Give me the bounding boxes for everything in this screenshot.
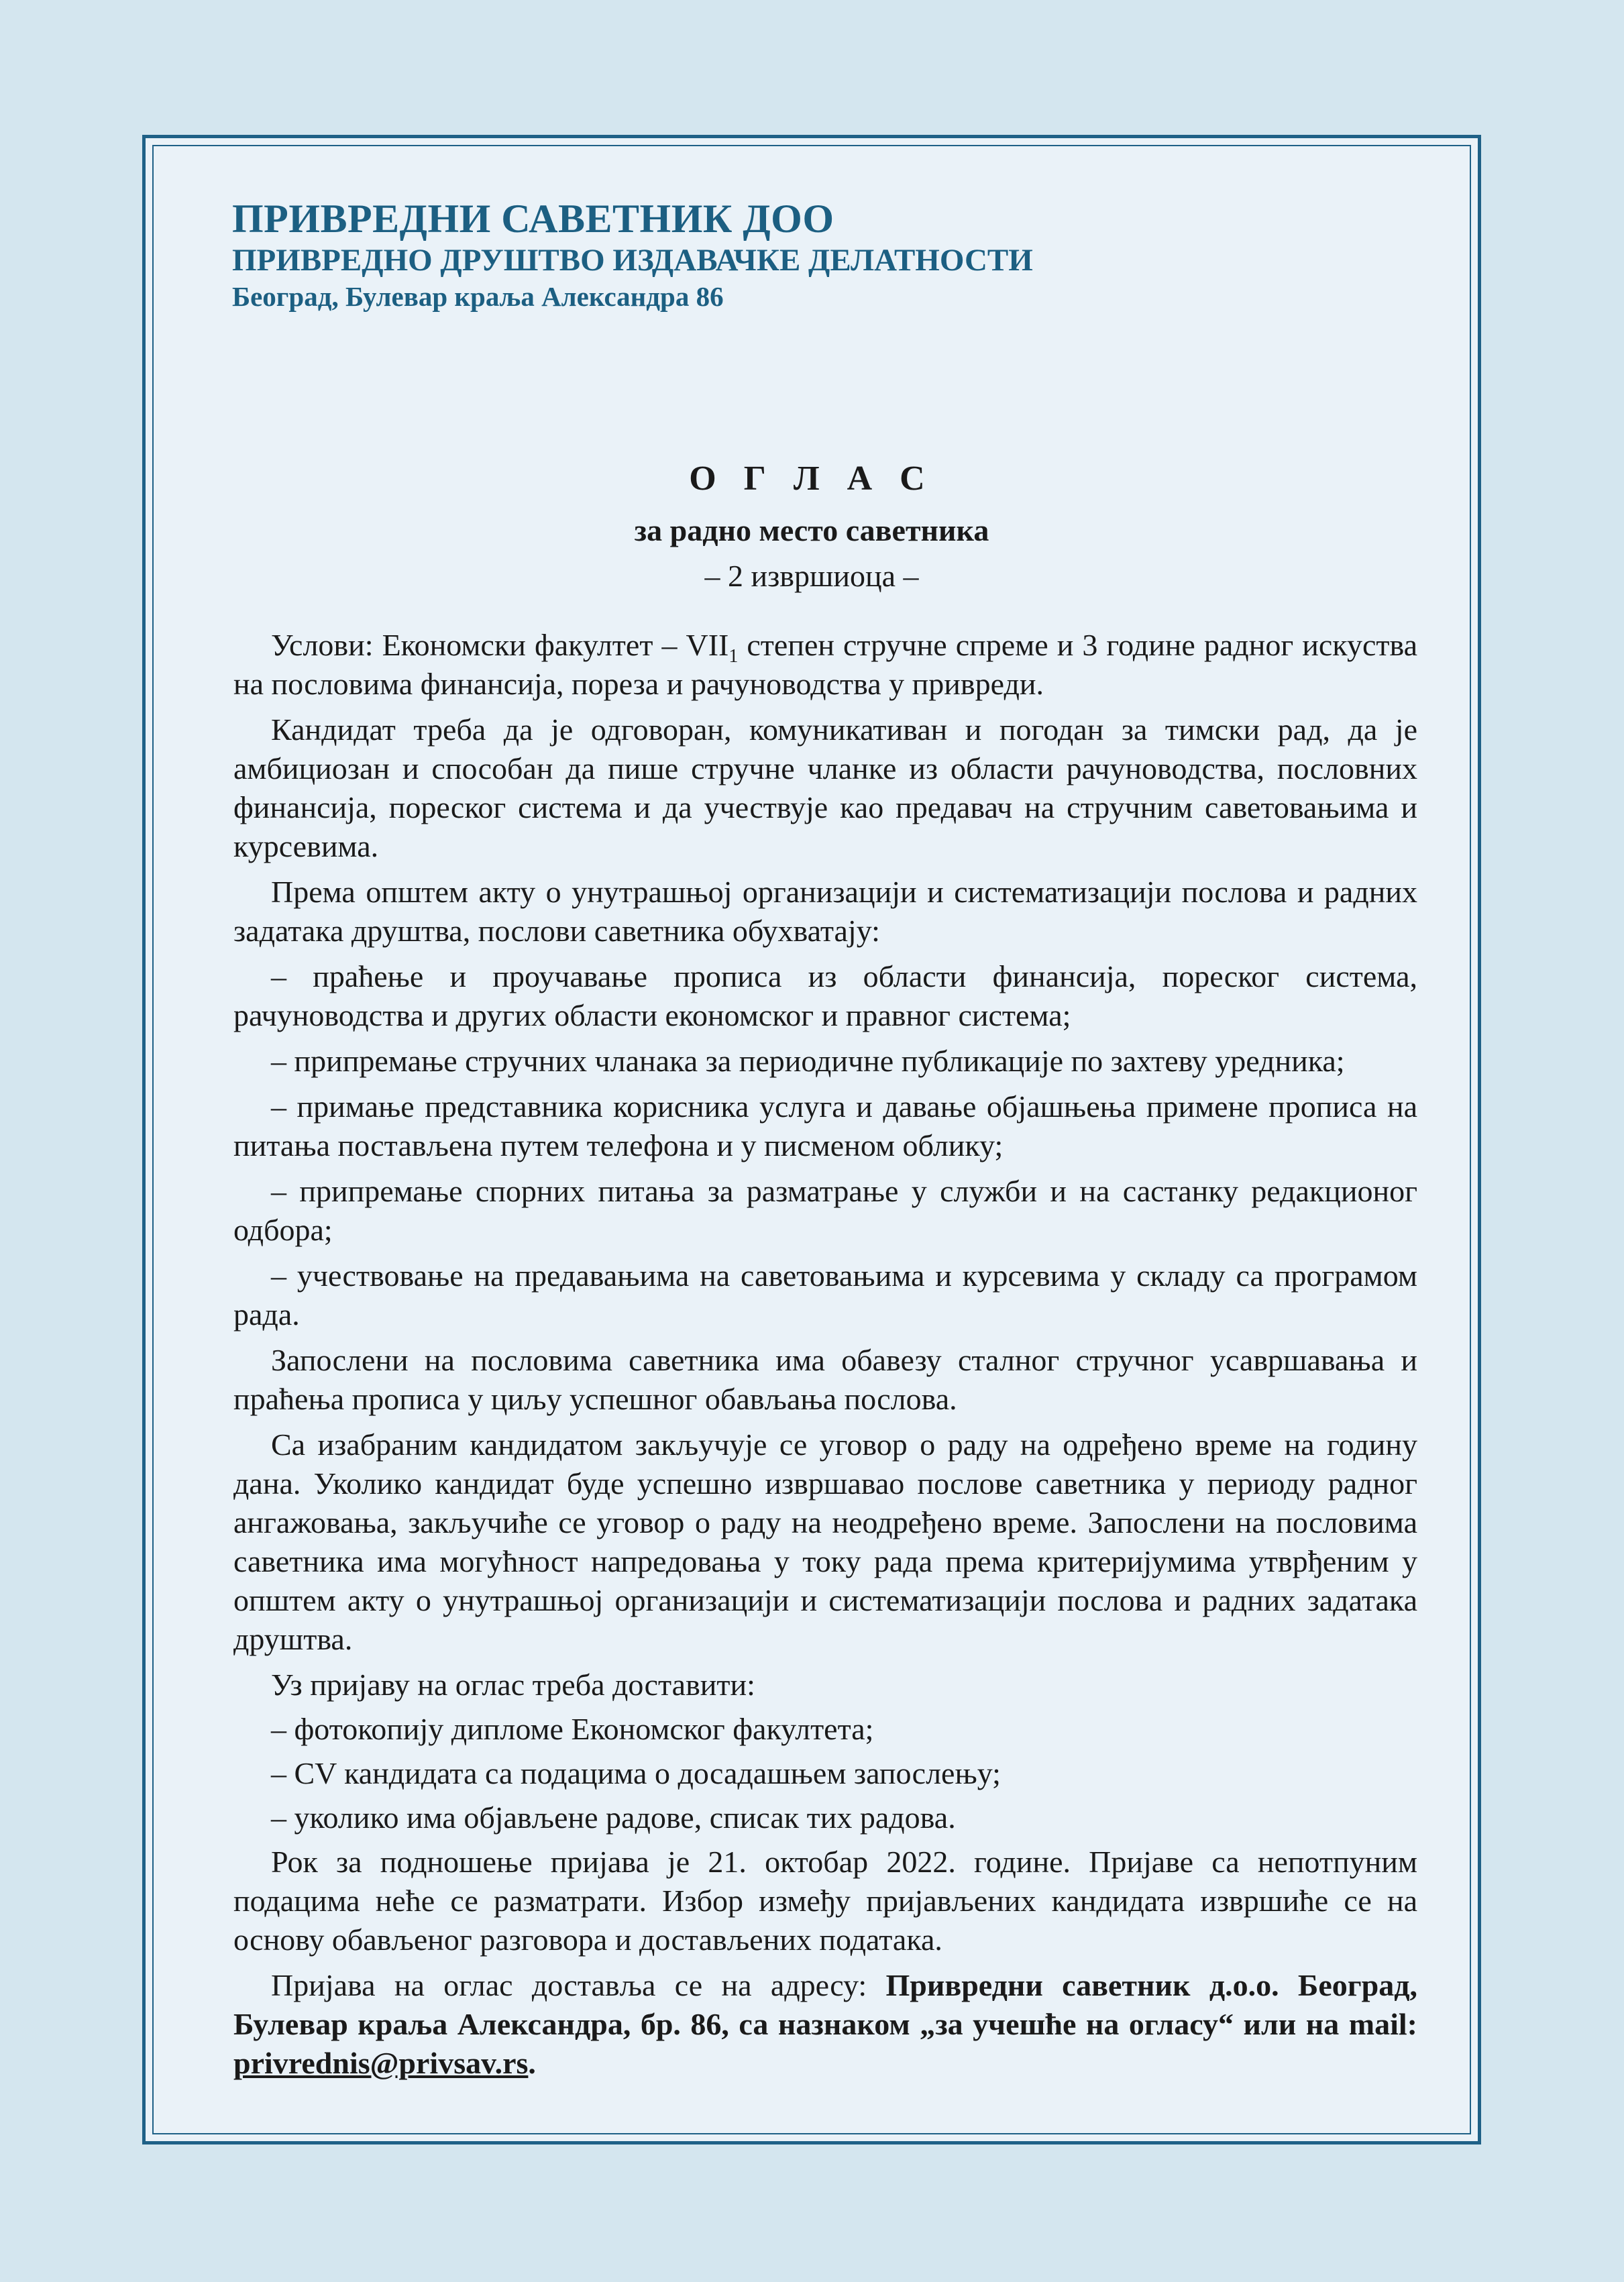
ad-count: – 2 извршиоца – <box>704 559 919 593</box>
duty-item: – припремање спорних питања за разматрање у служби и на састанку редакционог одбора; <box>233 1174 1417 1247</box>
submission-paragraph: Пријава на оглас доставља се на адресу: Привредни саветник д.о.о. Београд, Булевар краља Александра, бр. 86, са назнаком „за учешће на огласу“ или на mail: privrednis@privsav.rs. <box>233 1968 1417 2080</box>
ad-position: за радно место саветника <box>634 513 989 547</box>
email-link[interactable]: privrednis@privsav.rs <box>233 2046 529 2080</box>
company-subtitle: ПРИВРЕДНО ДРУШТВО ИЗДАВАЧКЕ ДЕЛАТНОСТИ <box>232 243 1033 278</box>
ad-title: О Г Л А С <box>689 459 934 498</box>
duty-item: – припремање стручних чланака за периодичне публикације по захтеву уредника; <box>271 1044 1345 1078</box>
attachment-item: – фотокопију дипломе Економског факултета; <box>271 1712 874 1746</box>
duty-item: – учествовање на предавањима на саветовањима и курсевима у складу са програмом рада. <box>233 1258 1417 1332</box>
deadline-paragraph: Рок за подношење пријава је 21. октобар 2022. године. Пријаве са непотпуним подацима неће се разматрати. Избор између пријављених кандидата извршиће се на основу обављеног разговора и достављених података. <box>233 1845 1417 1957</box>
duties-intro-paragraph: Према општем акту о унутрашњој организацији и систематизацији послова и радних задатака друштва, послови саветника обухватају: <box>233 875 1417 948</box>
candidate-paragraph: Кандидат треба да је одговоран, комуникативан и погодан за тимски рад, да је амбициозан и способан да пише стручне чланке из области рачуноводства, пословних финансија, пореског система и да учествује као предавач на стручним саветовањима и курсевима. <box>233 712 1417 863</box>
contract-paragraph: Са изабраним кандидатом закључује се уговор о раду на одређено време на годину дана. Уколико кандидат буде успешно извршавао послове саветника у периоду радног ангажовања, закључиће се уговор о раду на неодређено време. Запослени на пословима саветника има могућност напредовања у току рада према критеријумима утврђеним у општем акту о унутрашњој организацији и систематизацији послова и радних задатака друштва. <box>233 1427 1417 1656</box>
attachment-item: – CV кандидата са подацима о досадашњем запослењу; <box>271 1756 1001 1790</box>
company-name: ПРИВРЕДНИ САВЕТНИК ДОО <box>232 197 834 241</box>
submission-address: Привредни саветник д.о.о. Београд, Булевар краља Александра, бр. 86, са назнаком „за учешће на огласу“ или на mail: <box>233 1968 1417 2041</box>
ad-body <box>233 626 1417 2089</box>
attachments-intro: Уз пријаву на оглас треба доставити: <box>271 1668 755 1702</box>
duty-item: – праћење и проучавање прописа из области финансија, пореског система, рачуноводства и других области економског и правног система; <box>233 959 1417 1032</box>
company-header <box>232 196 1033 314</box>
attachment-item: – уколико има објављене радове, списак тих радова. <box>271 1800 956 1835</box>
conditions-paragraph: Услови: Економски факултет – $VII_1$ степен стручне спреме и 3 године радног искуства на пословима финансија, пореза и рачуноводства у привреди. <box>233 628 1417 701</box>
training-paragraph: Запослени на пословима саветника има обавезу сталног стручног усавршавања и праћења прописа у циљу успешног обављања послова. <box>233 1343 1417 1416</box>
duty-item: – примање представника корисника услуга и давање објашњења примене прописа на питања постављена путем телефона и у писменом облику; <box>233 1089 1417 1162</box>
company-address: Београд, Булевар краља Александра 86 <box>232 281 724 312</box>
